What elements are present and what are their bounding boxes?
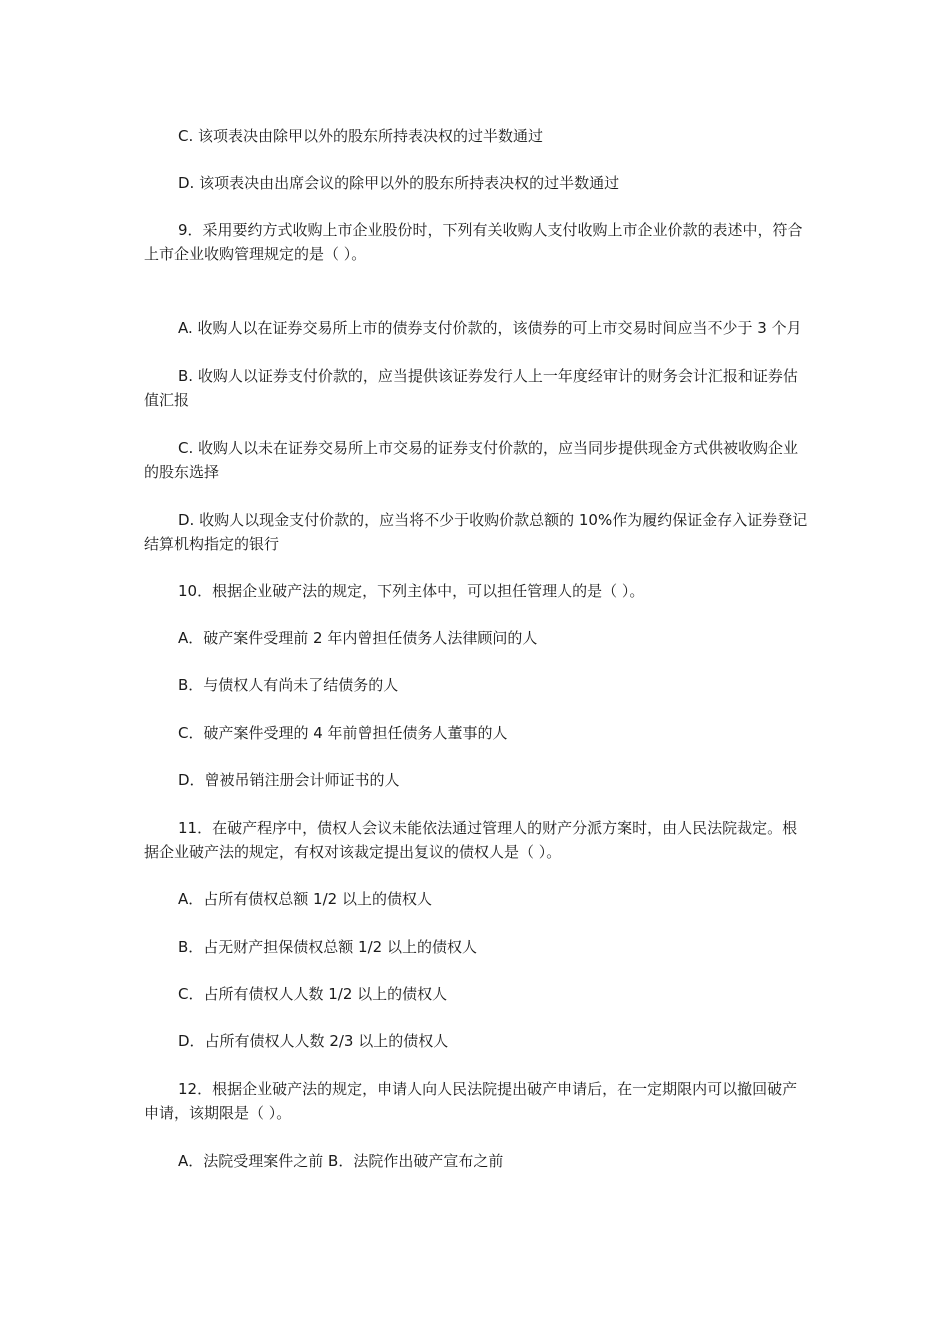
options-a-b-q12: A．法院受理案件之前 B．法院作出破产宣布之前 bbox=[178, 1152, 504, 1170]
question-12: 12．根据企业破产法的规定，申请人向人民法院提出破产申请后，在一定期限内可以撤回破产申请，该期限是（ ）。 bbox=[144, 1080, 798, 1122]
option-c-q8: C. 该项表决由除甲以外的股东所持表决权的过半数通过 bbox=[178, 127, 544, 145]
option-b-q9: B. 收购人以证券支付价款的，应当提供该证券发行人上一年度经审计的财务会计汇报和证券估值汇报 bbox=[144, 367, 798, 409]
question-9: 9．采用要约方式收购上市企业股份时，下列有关收购人支付收购上市企业价款的表述中，符合上市企业收购管理规定的是（ ）。 bbox=[144, 221, 803, 263]
question-11: 11．在破产程序中，债权人会议未能依法通过管理人的财产分派方案时，由人民法院裁定。根据企业破产法的规定，有权对该裁定提出复议的债权人是（ ）。 bbox=[144, 819, 798, 861]
option-b-q11: B．占无财产担保债权总额 1/2 以上的债权人 bbox=[178, 938, 477, 956]
option-a-q9: A. 收购人以在证券交易所上市的债券支付价款的，该债券的可上市交易时间应当不少于 3 个月 bbox=[178, 319, 802, 337]
option-a-q11: A．占所有债权总额 1/2 以上的债权人 bbox=[178, 890, 432, 908]
option-c-q11: C．占所有债权人人数 1/2 以上的债权人 bbox=[178, 985, 448, 1003]
option-b-q10: B．与债权人有尚未了结债务的人 bbox=[178, 676, 399, 694]
option-c-q9: C. 收购人以未在证券交易所上市交易的证券支付价款的，应当同步提供现金方式供被收购企业的股东选择 bbox=[144, 439, 799, 481]
option-a-q10: A．破产案件受理前 2 年内曾担任债务人法律顾问的人 bbox=[178, 629, 538, 647]
option-d-q10: D．曾被吊销注册会计师证书的人 bbox=[178, 771, 400, 789]
option-c-q10: C．破产案件受理的 4 年前曾担任债务人董事的人 bbox=[178, 724, 508, 742]
option-d-q9: D. 收购人以现金支付价款的，应当将不少于收购价款总额的 10%作为履约保证金存入证券登记结算机构指定的银行 bbox=[144, 511, 808, 553]
option-d-q11: D．占所有债权人人数 2/3 以上的债权人 bbox=[178, 1032, 449, 1050]
option-d-q8: D. 该项表决由出席会议的除甲以外的股东所持表决权的过半数通过 bbox=[178, 174, 620, 192]
question-10: 10．根据企业破产法的规定，下列主体中，可以担任管理人的是（ ）。 bbox=[178, 582, 645, 600]
